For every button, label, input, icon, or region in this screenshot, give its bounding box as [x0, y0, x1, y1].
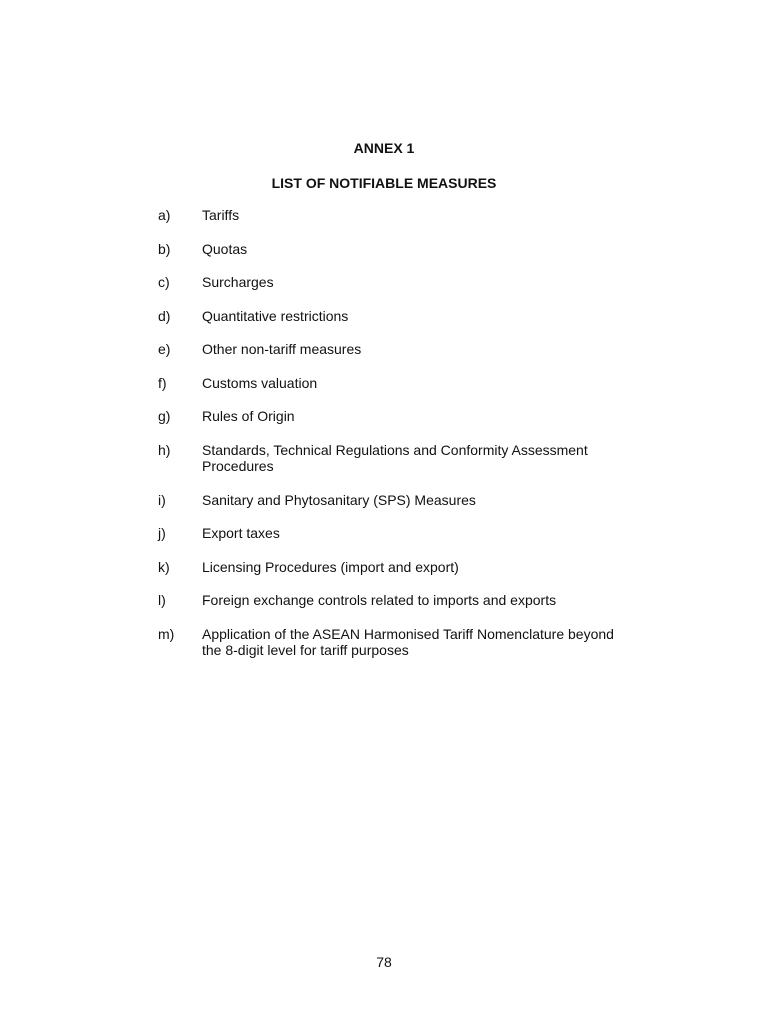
list-item: [158, 341, 628, 358]
item-text: Quantitative restrictions: [202, 307, 349, 324]
list-item: [158, 308, 628, 325]
item-text: Tariffs: [202, 207, 240, 223]
item-label: h): [158, 441, 171, 458]
item-text: Quotas: [202, 240, 248, 257]
item-label: d): [158, 307, 171, 324]
list-item: [158, 442, 628, 475]
list-title: LIST OF NOTIFIABLE MEASURES: [271, 175, 497, 191]
list-item: [158, 592, 628, 609]
item-label: j): [158, 525, 166, 541]
notifiable-measures-list: [158, 207, 628, 676]
item-text: Licensing Procedures (import and export): [202, 558, 459, 575]
list-item: [158, 375, 628, 392]
item-label: g): [158, 408, 171, 424]
annex-title: ANNEX 1: [353, 140, 415, 156]
list-item: [158, 241, 628, 258]
list-item: [158, 626, 628, 659]
item-text: Customs valuation: [202, 374, 318, 391]
item-text: Rules of Origin: [202, 408, 295, 424]
item-label: i): [158, 491, 166, 508]
item-label: b): [158, 240, 171, 257]
item-label: e): [158, 341, 171, 357]
item-text: Application of the ASEAN Harmonised Tariff Nomenclature beyond the 8-digit level for tariff purposes: [202, 625, 614, 658]
item-text: Surcharges: [202, 274, 274, 290]
item-text: Foreign exchange controls related to imports and exports: [202, 592, 557, 608]
list-item: [158, 525, 628, 542]
list-item: [158, 492, 628, 509]
item-text: Export taxes: [202, 525, 280, 541]
item-label: m): [158, 625, 175, 642]
item-label: a): [158, 207, 171, 223]
item-label: k): [158, 558, 170, 575]
list-item: [158, 559, 628, 576]
item-text: Other non-tariff measures: [202, 341, 362, 357]
list-item: [158, 408, 628, 425]
item-text: Sanitary and Phytosanitary (SPS) Measures: [202, 491, 476, 508]
item-label: c): [158, 274, 170, 290]
item-label: l): [158, 592, 166, 608]
item-text: Standards, Technical Regulations and Conformity Assessment Procedures: [202, 441, 588, 474]
list-item: [158, 274, 628, 291]
item-label: f): [158, 374, 167, 391]
list-item: [158, 207, 628, 224]
page-number: 78: [376, 954, 392, 970]
